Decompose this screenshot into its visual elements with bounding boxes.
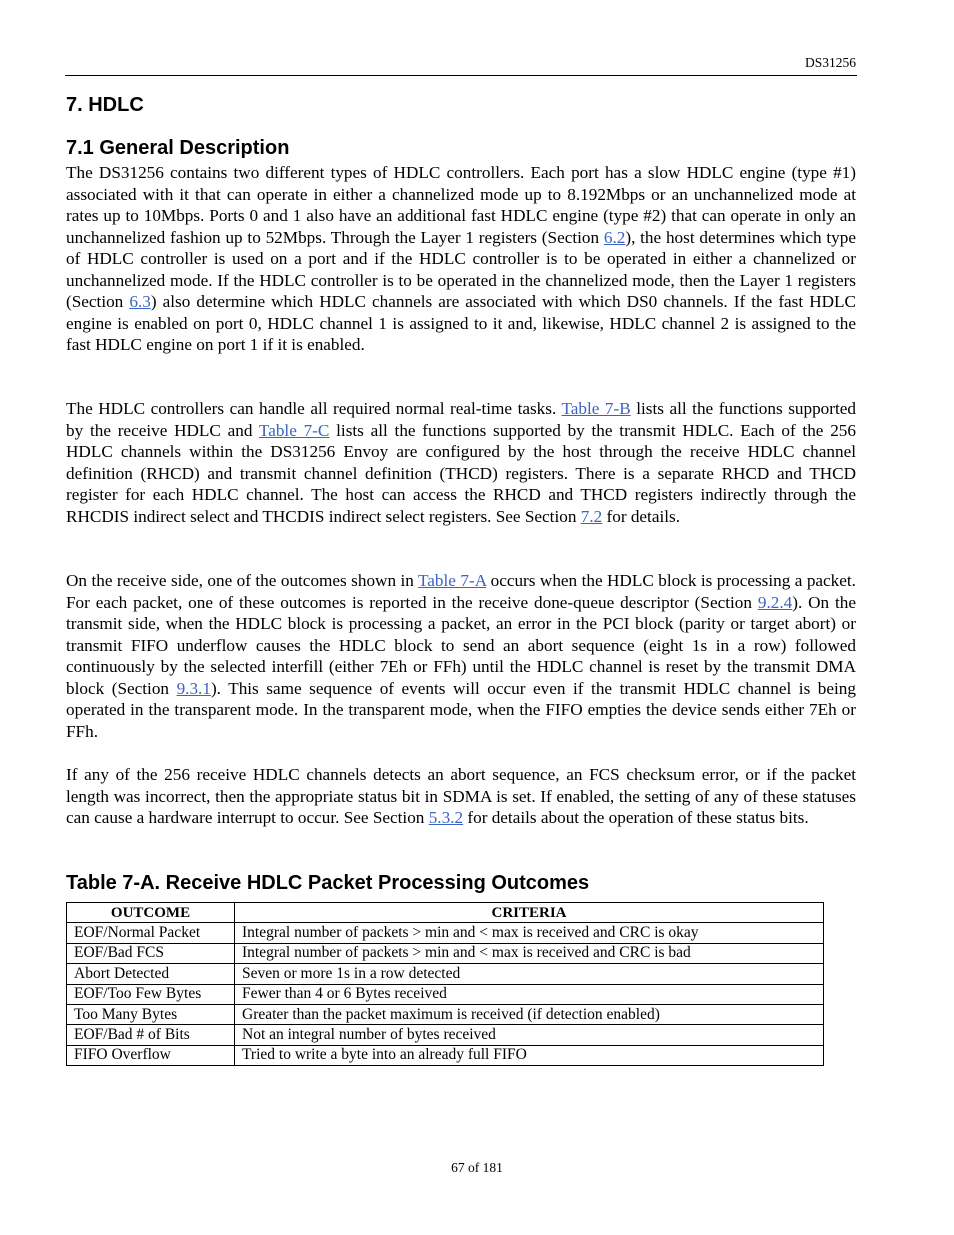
- text-run: On the receive side, one of the outcomes shown in: [66, 571, 418, 590]
- text-run: ) also determine which HDLC channels are associated with which DS0 channels. If the fast HDLC engine is enabled on port 0, HDLC channel 1 is assigned to it and, likewise, HDLC channel 2 is assigned to the fast HDLC engine on port 1 if it is enabled.: [66, 292, 856, 354]
- text-run: The HDLC controllers can handle all required normal real-time tasks.: [66, 399, 562, 418]
- text-run: ), the host determines which type of HDLC controller is used on a port and if the HDLC controller is to be operated in either a channelized or unchannelized mode. If the HDLC controller is to be operated in the channelized mode, then the Layer 1 registers (Section: [66, 227, 856, 311]
- paragraph-general-description: [66, 162, 856, 356]
- outcome-cell: EOF/Bad FCS: [67, 943, 235, 963]
- text-run: lists all the functions supported by the receive HDLC and: [66, 399, 856, 440]
- outcome-cell: EOF/Bad # of Bits: [67, 1025, 235, 1045]
- running-header: DS31256: [804, 55, 856, 70]
- section-link-9-3-1[interactable]: 9.3.1: [176, 678, 211, 698]
- subsection-heading: 7.1 General Description: [66, 137, 290, 159]
- table-row: [67, 1025, 824, 1045]
- table-row: [67, 984, 824, 1004]
- table-link-7-a[interactable]: Table 7-A: [418, 571, 487, 590]
- column-header-outcome: OUTCOME: [67, 903, 235, 923]
- paragraph-status-bits: [66, 764, 856, 829]
- text-run: for details about the operation of these status bits.: [463, 808, 809, 827]
- section-link-9-2-4[interactable]: 9.2.4: [757, 592, 793, 612]
- section-link-7-2[interactable]: 7.2: [580, 506, 603, 526]
- paragraph-receive-transmit: [66, 570, 856, 742]
- section-link-6-2[interactable]: 6.2: [603, 227, 626, 247]
- page-number: 67 of 181: [451, 1160, 503, 1175]
- criteria-cell: Greater than the packet maximum is received (if detection enabled): [235, 1004, 824, 1024]
- outcomes-table: [66, 902, 824, 1066]
- table-link-7-b[interactable]: Table 7-B: [561, 399, 631, 418]
- outcome-cell: FIFO Overflow: [67, 1045, 235, 1065]
- criteria-cell: Not an integral number of bytes received: [235, 1025, 824, 1045]
- text-run: The DS31256 contains two different types of HDLC controllers. Each port has a slow HDLC engine (type #1) associated with it that can operate in either a channelized mode up to 8.192Mbps or an unchannelized mode at rates up to 10Mbps. Ports 0 and 1 also have an additional fast HDLC engine (type #2) that can operate in only an unchannelized fashion up to 52Mbps. Through the Layer 1 registers (Section: [66, 163, 856, 247]
- text-run: ). This same sequence of events will occur even if the transmit HDLC channel is being operated in the transparent mode. In the transparent mode, when the FIFO empties the device sends either 7Eh or FFh.: [66, 678, 856, 741]
- criteria-cell: Tried to write a byte into an already full FIFO: [235, 1045, 824, 1065]
- table-header-row: [67, 903, 824, 923]
- section-heading: 7. HDLC: [66, 94, 144, 116]
- outcome-cell: Abort Detected: [67, 964, 235, 984]
- table-row: [67, 1045, 824, 1065]
- table-title: Table 7-A. Receive HDLC Packet Processing Outcomes: [66, 872, 590, 894]
- text-run: occurs when the HDLC block is processing a packet. For each packet, one of these outcomes is reported in the receive done-queue descriptor (Section: [66, 571, 856, 612]
- text-run: for details.: [602, 506, 681, 526]
- outcome-cell: EOF/Too Few Bytes: [67, 984, 235, 1004]
- section-link-6-3[interactable]: 6.3: [129, 292, 151, 311]
- paragraph-hdlc-controllers: [66, 398, 856, 527]
- outcome-cell: EOF/Normal Packet: [67, 923, 235, 943]
- text-run: If any of the 256 receive HDLC channels detects an abort sequence, an FCS checksum error, or if the packet length was incorrect, then the appropriate status bit in SDMA is set. If enabled, the setting of any of these statuses can cause a hardware interrupt to occur. See Section: [66, 765, 856, 827]
- criteria-cell: Fewer than 4 or 6 Bytes received: [235, 984, 824, 1004]
- outcome-cell: Too Many Bytes: [67, 1004, 235, 1024]
- table-link-7-c[interactable]: Table 7-C: [258, 420, 330, 440]
- text-run: ). On the transmit side, when the HDLC block is processing a packet, an error in the PCI block (parity or target abort) or transmit FIFO underflow causes the HDLC block to send an abort sequence (eight 1s in a row) followed continuously by the selected interfill (either 7Eh or FFh) until the HDLC channel is reset by the transmit DMA block (Section: [66, 592, 856, 698]
- criteria-cell: Integral number of packets > min and < max is received and CRC is okay: [235, 923, 824, 943]
- table-row: [67, 923, 824, 943]
- text-run: lists all the functions supported by the transmit HDLC. Each of the 256 HDLC channels within the DS31256 Envoy are configured by the host through the receive HDLC channel definition (RHCD) and transmit channel definition (THCD) registers. There is a separate RHCD and THCD register for each HDLC channel. The host can access the RHCD and THCD registers indirectly through the RHCDIS indirect select and THCDIS indirect select registers. See Section: [66, 420, 856, 526]
- table-row: [67, 943, 824, 963]
- table-row: [67, 964, 824, 984]
- table-row: [67, 1004, 824, 1024]
- criteria-cell: Seven or more 1s in a row detected: [235, 964, 824, 984]
- column-header-criteria: CRITERIA: [235, 903, 824, 923]
- header-rule: [65, 75, 857, 76]
- criteria-cell: Integral number of packets > min and < max is received and CRC is bad: [235, 943, 824, 963]
- section-link-5-3-2[interactable]: 5.3.2: [428, 808, 464, 827]
